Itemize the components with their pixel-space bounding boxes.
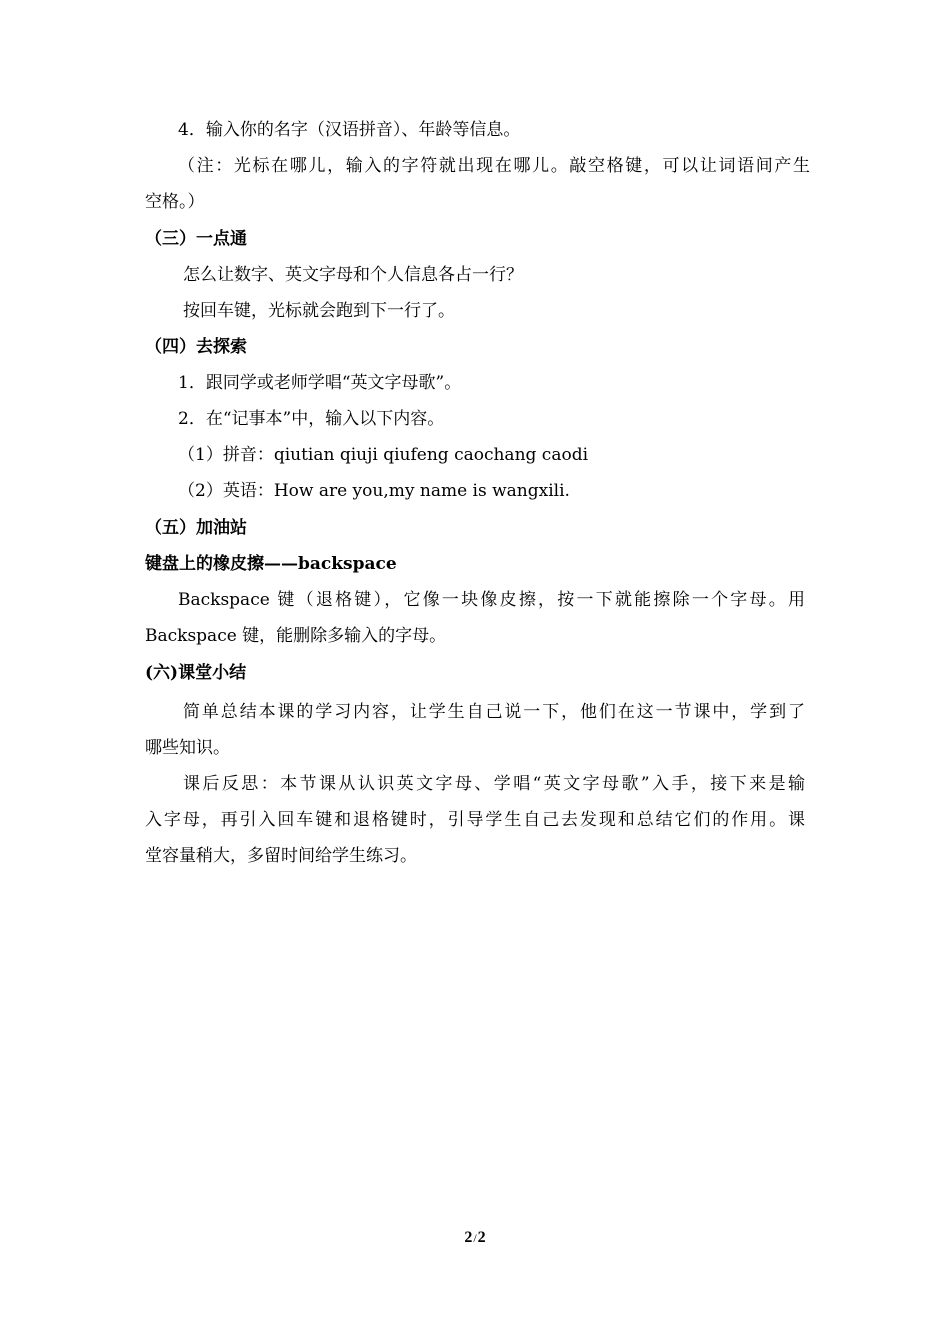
section-5-subheading: 键盘上的橡皮擦——backspace <box>145 554 397 574</box>
note-line-2: 空格。） <box>145 192 205 212</box>
section-5-heading: （五）加油站 <box>145 518 247 538</box>
total-pages-number: 2 <box>477 1229 486 1246</box>
section-3-heading: （三）一点通 <box>145 229 247 249</box>
current-page-number: 2 <box>464 1229 473 1246</box>
summary-line-2: 哪些知识。 <box>145 738 230 758</box>
reflection-line-1: 课后反思：本节课从认识英文字母、学唱“英文字母歌”入手，接下来是输 <box>183 774 805 794</box>
page-number <box>0 1227 950 1249</box>
section-3-answer: 按回车键，光标就会跑到下一行了。 <box>183 301 455 321</box>
step-4-text: 4．输入你的名字（汉语拼音）、年龄等信息。 <box>178 120 521 140</box>
note-line-1: （注：光标在哪儿，输入的字符就出现在哪儿。敲空格键，可以让词语间产生 <box>178 156 810 176</box>
page-separator: / <box>473 1231 477 1245</box>
reflection-line-2: 入字母，再引入回车键和退格键时，引导学生自己去发现和总结它们的作用。课 <box>145 810 805 830</box>
section-3-question: 怎么让数字、英文字母和个人信息各占一行？ <box>183 265 523 285</box>
summary-line-1: 简单总结本课的学习内容，让学生自己说一下，他们在这一节课中，学到了 <box>183 702 805 722</box>
section-4-item-2: 2．在“记事本”中，输入以下内容。 <box>178 409 445 429</box>
backspace-para-line-1: Backspace 键（退格键），它像一块像皮擦，按一下就能擦除一个字母。用 <box>178 590 805 610</box>
section-6-heading: (六)课堂小结 <box>145 663 247 683</box>
section-4-item-1: 1．跟同学或老师学唱“英文字母歌”。 <box>178 373 462 393</box>
section-4-heading: （四）去探索 <box>145 337 247 357</box>
section-4-sub-2: （2）英语：How are you,my name is wangxili. <box>178 481 570 501</box>
section-4-sub-1: （1）拼音：qiutian qiuji qiufeng caochang caodi <box>178 445 589 465</box>
reflection-line-3: 堂容量稍大，多留时间给学生练习。 <box>145 846 417 866</box>
backspace-para-line-2: Backspace 键，能删除多输入的字母。 <box>145 626 447 646</box>
